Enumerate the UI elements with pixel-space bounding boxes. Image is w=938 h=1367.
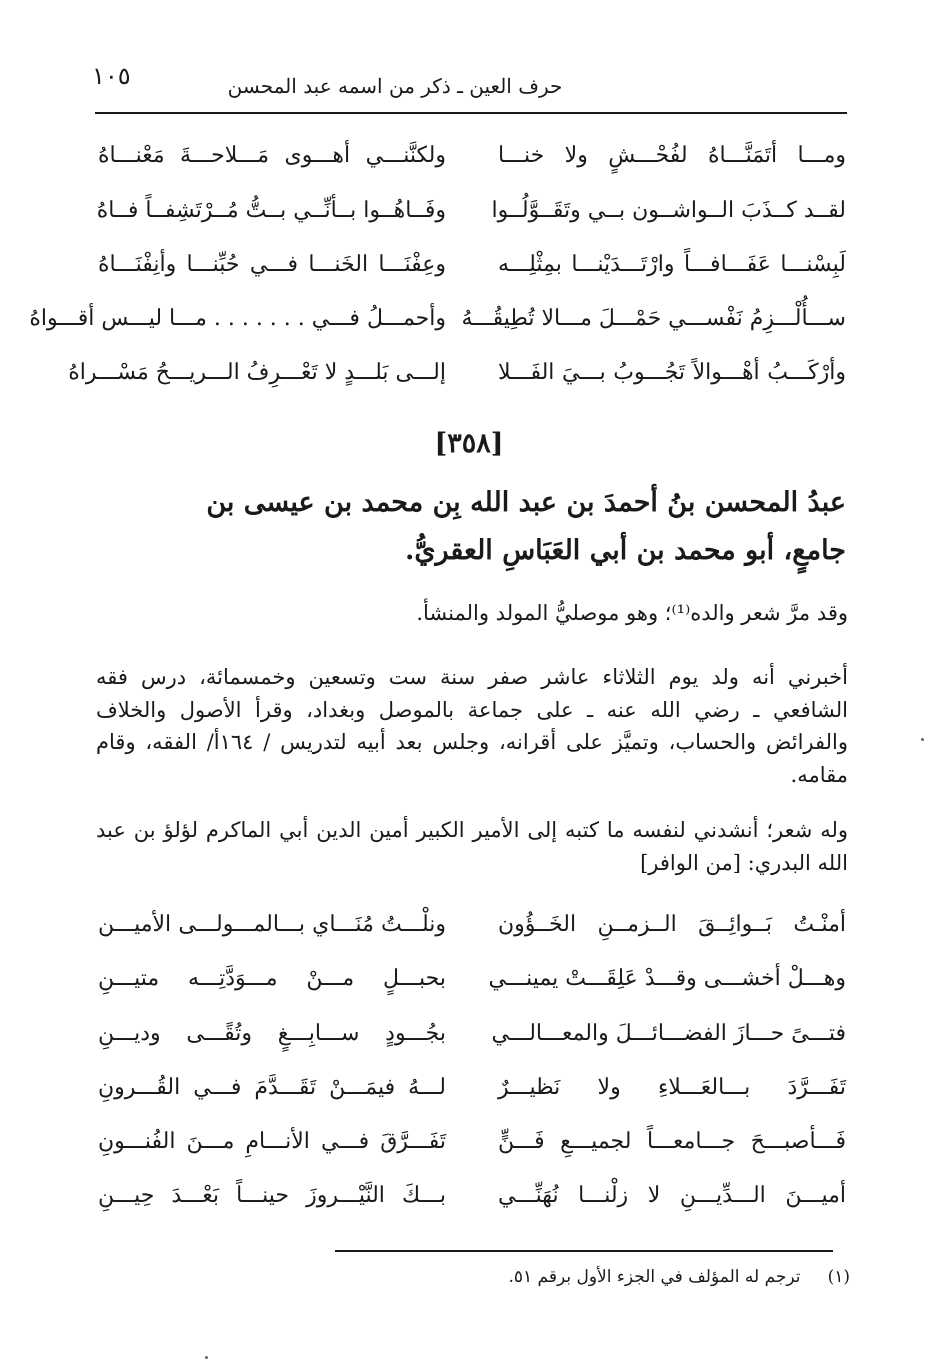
verse-hemistich-right: ومـــا أتَمَنَّـــاهُ لفُحْـــشٍ ولا خنـــا	[498, 143, 846, 168]
verse-hemistich-right: لقــد كــذَبَ الــواشــون بــي وتَقَــوَّلُــوا	[491, 198, 846, 223]
verse-hemistich-right: فَـــأصبـــحَ جـــامعـــاً لجميـــعِ فَـــنٍّ	[498, 1129, 846, 1154]
footnote-marker: (١)	[827, 1267, 850, 1287]
verse-hemistich-left: وفَــاهُــوا بــأنِّــي بــتُّ مُــرْتَشِفــاً فــاهُ	[96, 198, 446, 223]
verse-hemistich-left: بحبـــلٍ مـــنْ مـــوَدَّتِـــه متيـــنِ	[98, 966, 446, 991]
entry-title-line-2: جامعٍ، أبو محمد بن أبي العَبَاسِ العقريُّ.	[404, 535, 846, 566]
footnote-text: ترجم له المؤلف في الجزء الأول برقم ٥١.	[508, 1267, 801, 1287]
footnote-rule	[335, 1250, 833, 1252]
verse-hemistich-right: لَبِسْنـــا عَفَـــافـــاً وارْتَـــدَيْنـــا بمِثْلِـــه	[498, 252, 846, 277]
verse-hemistich-left: بجُـــودٍ ســـابِـــغٍ وتُقًـــى وديـــنِ	[98, 1021, 446, 1046]
verse-hemistich-left: تَفَـــرَّقَ فـــي الأنـــامِ مـــنَ الفُنـــونِ	[98, 1129, 446, 1154]
verse-hemistich-left: وعِفْنَـــا الخَنـــا فـــي حُبِّنـــا وأنِفْنَـــاهُ	[98, 252, 446, 277]
biography-paragraph: أخبرني أنه ولد يوم الثلاثاء عاشر صفر سنة ست وتسعين وخمسمائة، درس فقه الشافعي ـ رضي الله عنه ـ على جماعة بالموصل وبغداد، وقرأ الأصول والخلاف والفرائض والحساب، وتميَّز على أقرانه، وجلس بعد أبيه لتدريس / ١٦٤أ/ الفقه، وقام مقامه.	[96, 665, 848, 787]
header-rule	[95, 112, 847, 114]
verse-hemistich-right: ســـأُلْـــزِمُ نَفْســـي حَمْـــلَ مـــالا تُطِيقُـــهُ	[461, 306, 846, 331]
running-title: حرف العين ـ ذكر من اسمه عبد المحسن	[227, 74, 563, 98]
entry-title-line-1: عبدُ المحسن بنُ أحمدَ بن عبد الله بِن محمد بن عيسى بن	[206, 487, 846, 518]
verse-hemistich-left: ولكنَّنـــي أهـــوى مَـــلاحـــةَ مَعْنـــاهُ	[98, 143, 446, 168]
verse-hemistich-right: أميـــنَ الـــدِّيـــنِ لا زلْنـــا نُهَنِّـــي	[498, 1183, 846, 1208]
verse-hemistich-right: وأرْكَـــبُ أهْـــوالاً تَجُـــوبُ بـــيَ الفَـــلا	[498, 360, 846, 385]
scan-speck	[205, 1356, 208, 1359]
verse-hemistich-right: تَفَـــرَّدَ بـــالعَـــلاءِ ولا نَظيـــرٌ	[498, 1075, 846, 1100]
verse-hemistich-right: وهـــلْ أخشـــى وقـــدْ عَلِقَـــتْ يمينـــي	[488, 966, 846, 991]
page-number: ١٠٥	[92, 62, 131, 90]
verse-hemistich-left: لـــهُ فيمَـــنْ تَقَـــدَّمَ فـــي القُـــرونِ	[98, 1075, 446, 1100]
verse-hemistich-left: إلـــى بَلـــدٍ لا تَعْـــرِفُ الـــريـــحُ مَسْـــراهُ	[68, 360, 446, 385]
verse-hemistich-right: فتـــىً حـــازَ الفضـــائـــلَ والمعـــالـــي	[491, 1021, 846, 1046]
verse-hemistich-left: ونلْـــتُ مُنَـــاي بـــالمـــولـــى الأميـــن	[98, 912, 446, 937]
footnote	[500, 1267, 850, 1287]
verse-hemistich-left: بـــكَ النَّيْـــروزَ حينـــاً بَعْـــدَ حِيـــنِ	[98, 1183, 446, 1208]
entry-intro: وقد مرَّ شعر والده⁽¹⁾؛ وهو موصليُّ المولد والمنشأ.	[416, 601, 848, 625]
entry-number: [٣٥٨]	[434, 428, 504, 459]
poem-introduction: وله شعر؛ أنشدني لنفسه ما كتبه إلى الأمير الكبير أمين الدين أبي الماكرم لؤلؤ بن عبد الله البدري: [من الوافر]	[96, 818, 848, 875]
scan-speck	[921, 738, 924, 741]
verse-hemistich-right: أمنْـتُ بَــوائِــقَ الــزمــنِ الخَــؤُون	[498, 912, 846, 937]
verse-hemistich-left: وأحمـــلُ فـــي . . . . . . . مـــا ليـــس أقـــواهُ	[29, 306, 446, 331]
